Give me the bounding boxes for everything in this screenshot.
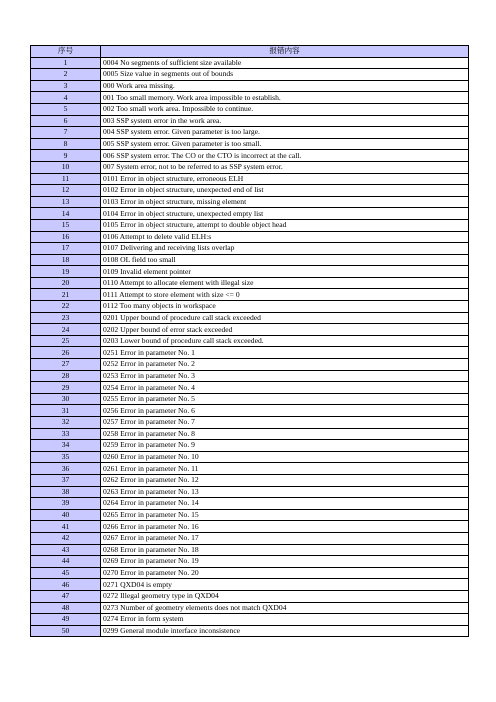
table-row <box>31 359 469 371</box>
row-index-cell: 46 <box>31 579 101 591</box>
error-message-cell: 0271 QXD04 is empty <box>101 579 469 591</box>
error-message-cell: 0254 Error in parameter No. 4 <box>101 382 469 394</box>
error-message-cell: 0101 Error in object structure, erroneous ELH <box>101 173 469 185</box>
error-message-cell: 0251 Error in parameter No. 1 <box>101 347 469 359</box>
row-index-cell: 49 <box>31 614 101 626</box>
table-row <box>31 312 469 324</box>
error-message-cell: 0268 Error in parameter No. 18 <box>101 544 469 556</box>
table-row <box>31 92 469 104</box>
row-index-cell: 9 <box>31 150 101 162</box>
error-message-cell: 005 SSP system error. Given parameter is too small. <box>101 138 469 150</box>
error-message-cell: 0270 Error in parameter No. 20 <box>101 567 469 579</box>
row-index-cell: 14 <box>31 208 101 220</box>
error-message-cell: 0265 Error in parameter No. 15 <box>101 509 469 521</box>
error-message-cell: 002 Too small work area. Impossible to continue. <box>101 103 469 115</box>
error-message-cell: 0256 Error in parameter No. 6 <box>101 405 469 417</box>
table-row <box>31 324 469 336</box>
table-row <box>31 590 469 602</box>
error-message-cell: 004 SSP system error. Given parameter is too large. <box>101 127 469 139</box>
row-index-cell: 33 <box>31 428 101 440</box>
table-row <box>31 208 469 220</box>
table-row <box>31 382 469 394</box>
row-index-cell: 44 <box>31 556 101 568</box>
row-index-cell: 42 <box>31 532 101 544</box>
row-index-cell: 31 <box>31 405 101 417</box>
table-row <box>31 57 469 69</box>
error-message-cell: 0202 Upper bound of error stack exceeded <box>101 324 469 336</box>
table-row <box>31 127 469 139</box>
table-row <box>31 80 469 92</box>
table-row <box>31 335 469 347</box>
error-message-cell: 0102 Error in object structure, unexpected end of list <box>101 185 469 197</box>
row-index-cell: 2 <box>31 69 101 81</box>
error-message-cell: 0272 Illegal geometry type in QXD04 <box>101 590 469 602</box>
error-message-cell: 0112 Too many objects in workspace <box>101 301 469 313</box>
error-code-table <box>30 45 469 637</box>
row-index-cell: 25 <box>31 335 101 347</box>
table-row <box>31 614 469 626</box>
table-row <box>31 243 469 255</box>
table-row <box>31 289 469 301</box>
row-index-cell: 37 <box>31 474 101 486</box>
error-message-cell: 0005 Size value in segments out of bounds <box>101 69 469 81</box>
error-message-cell: 0264 Error in parameter No. 14 <box>101 498 469 510</box>
error-message-cell: 0253 Error in parameter No. 3 <box>101 370 469 382</box>
row-index-cell: 22 <box>31 301 101 313</box>
row-index-cell: 4 <box>31 92 101 104</box>
error-message-cell: 0108 OL field too small <box>101 254 469 266</box>
row-index-cell: 26 <box>31 347 101 359</box>
row-index-cell: 35 <box>31 451 101 463</box>
row-index-cell: 24 <box>31 324 101 336</box>
row-index-cell: 8 <box>31 138 101 150</box>
error-message-cell: 0259 Error in parameter No. 9 <box>101 440 469 452</box>
row-index-cell: 45 <box>31 567 101 579</box>
table-row <box>31 486 469 498</box>
row-index-cell: 29 <box>31 382 101 394</box>
row-index-cell: 34 <box>31 440 101 452</box>
header-row <box>31 46 469 58</box>
row-index-cell: 20 <box>31 277 101 289</box>
error-message-cell: 0262 Error in parameter No. 12 <box>101 474 469 486</box>
error-code-sheet <box>30 45 468 637</box>
table-row <box>31 185 469 197</box>
table-row <box>31 231 469 243</box>
row-index-cell: 43 <box>31 544 101 556</box>
error-message-cell: 0104 Error in object structure, unexpected empty list <box>101 208 469 220</box>
row-index-cell: 32 <box>31 417 101 429</box>
table-row <box>31 301 469 313</box>
table-row <box>31 69 469 81</box>
table-row <box>31 509 469 521</box>
row-index-cell: 15 <box>31 219 101 231</box>
row-index-cell: 38 <box>31 486 101 498</box>
table-header <box>31 46 469 58</box>
row-index-cell: 39 <box>31 498 101 510</box>
row-index-cell: 6 <box>31 115 101 127</box>
error-message-cell: 0203 Lower bound of procedure call stack exceeded. <box>101 335 469 347</box>
error-message-cell: 0269 Error in parameter No. 19 <box>101 556 469 568</box>
row-index-cell: 16 <box>31 231 101 243</box>
error-message-cell: 0105 Error in object structure, attempt to double object head <box>101 219 469 231</box>
table-row <box>31 173 469 185</box>
table-row <box>31 254 469 266</box>
table-row <box>31 103 469 115</box>
error-message-cell: 0255 Error in parameter No. 5 <box>101 393 469 405</box>
error-message-cell: 0273 Number of geometry elements does not match QXD04 <box>101 602 469 614</box>
error-message-cell: 001 Too small memory. Work area impossible to establish. <box>101 92 469 104</box>
error-message-cell: 006 SSP system error. The CO or the CTO is incorrect at the call. <box>101 150 469 162</box>
error-message-cell: 0107 Delivering and receiving lists overlap <box>101 243 469 255</box>
row-index-cell: 7 <box>31 127 101 139</box>
column-header-index: 序号 <box>31 46 101 58</box>
error-message-cell: 0004 No segments of sufficient size available <box>101 57 469 69</box>
error-message-cell: 000 Work area missing. <box>101 80 469 92</box>
row-index-cell: 19 <box>31 266 101 278</box>
table-row <box>31 521 469 533</box>
row-index-cell: 41 <box>31 521 101 533</box>
table-row <box>31 405 469 417</box>
error-message-cell: 0103 Error in object structure, missing element <box>101 196 469 208</box>
row-index-cell: 17 <box>31 243 101 255</box>
table-row <box>31 440 469 452</box>
row-index-cell: 23 <box>31 312 101 324</box>
table-row <box>31 219 469 231</box>
error-message-cell: 0263 Error in parameter No. 13 <box>101 486 469 498</box>
table-row <box>31 150 469 162</box>
error-message-cell: 0110 Attempt to allocate element with illegal size <box>101 277 469 289</box>
row-index-cell: 13 <box>31 196 101 208</box>
row-index-cell: 36 <box>31 463 101 475</box>
table-body <box>31 57 469 637</box>
table-row <box>31 532 469 544</box>
table-row <box>31 498 469 510</box>
row-index-cell: 12 <box>31 185 101 197</box>
error-message-cell: 0299 General module interface inconsistence <box>101 625 469 637</box>
row-index-cell: 48 <box>31 602 101 614</box>
row-index-cell: 1 <box>31 57 101 69</box>
error-message-cell: 0257 Error in parameter No. 7 <box>101 417 469 429</box>
row-index-cell: 47 <box>31 590 101 602</box>
table-row <box>31 625 469 637</box>
error-message-cell: 0109 Invalid element pointer <box>101 266 469 278</box>
error-message-cell: 0274 Error in form system <box>101 614 469 626</box>
row-index-cell: 27 <box>31 359 101 371</box>
row-index-cell: 18 <box>31 254 101 266</box>
error-message-cell: 0260 Error in parameter No. 10 <box>101 451 469 463</box>
error-message-cell: 0258 Error in parameter No. 8 <box>101 428 469 440</box>
table-row <box>31 393 469 405</box>
table-row <box>31 347 469 359</box>
table-row <box>31 463 469 475</box>
error-message-cell: 0201 Upper bound of procedure call stack exceeded <box>101 312 469 324</box>
table-row <box>31 266 469 278</box>
table-row <box>31 417 469 429</box>
row-index-cell: 30 <box>31 393 101 405</box>
table-row <box>31 602 469 614</box>
table-row <box>31 544 469 556</box>
row-index-cell: 40 <box>31 509 101 521</box>
error-message-cell: 0106 Attempt to delete valid ELH:s <box>101 231 469 243</box>
table-row <box>31 115 469 127</box>
column-header-content: 报错内容 <box>101 46 469 58</box>
error-message-cell: 0266 Error in parameter No. 16 <box>101 521 469 533</box>
error-message-cell: 0111 Attempt to store element with size <= 0 <box>101 289 469 301</box>
row-index-cell: 11 <box>31 173 101 185</box>
row-index-cell: 28 <box>31 370 101 382</box>
row-index-cell: 10 <box>31 161 101 173</box>
row-index-cell: 21 <box>31 289 101 301</box>
table-row <box>31 556 469 568</box>
error-message-cell: 007 System error, not to be referred to as SSP system error. <box>101 161 469 173</box>
table-row <box>31 567 469 579</box>
error-message-cell: 0261 Error in parameter No. 11 <box>101 463 469 475</box>
table-row <box>31 474 469 486</box>
row-index-cell: 3 <box>31 80 101 92</box>
table-row <box>31 451 469 463</box>
row-index-cell: 5 <box>31 103 101 115</box>
error-message-cell: 003 SSP system error in the work area. <box>101 115 469 127</box>
error-message-cell: 0267 Error in parameter No. 17 <box>101 532 469 544</box>
table-row <box>31 370 469 382</box>
table-row <box>31 161 469 173</box>
table-row <box>31 579 469 591</box>
table-row <box>31 196 469 208</box>
table-row <box>31 277 469 289</box>
error-message-cell: 0252 Error in parameter No. 2 <box>101 359 469 371</box>
row-index-cell: 50 <box>31 625 101 637</box>
table-row <box>31 428 469 440</box>
table-row <box>31 138 469 150</box>
